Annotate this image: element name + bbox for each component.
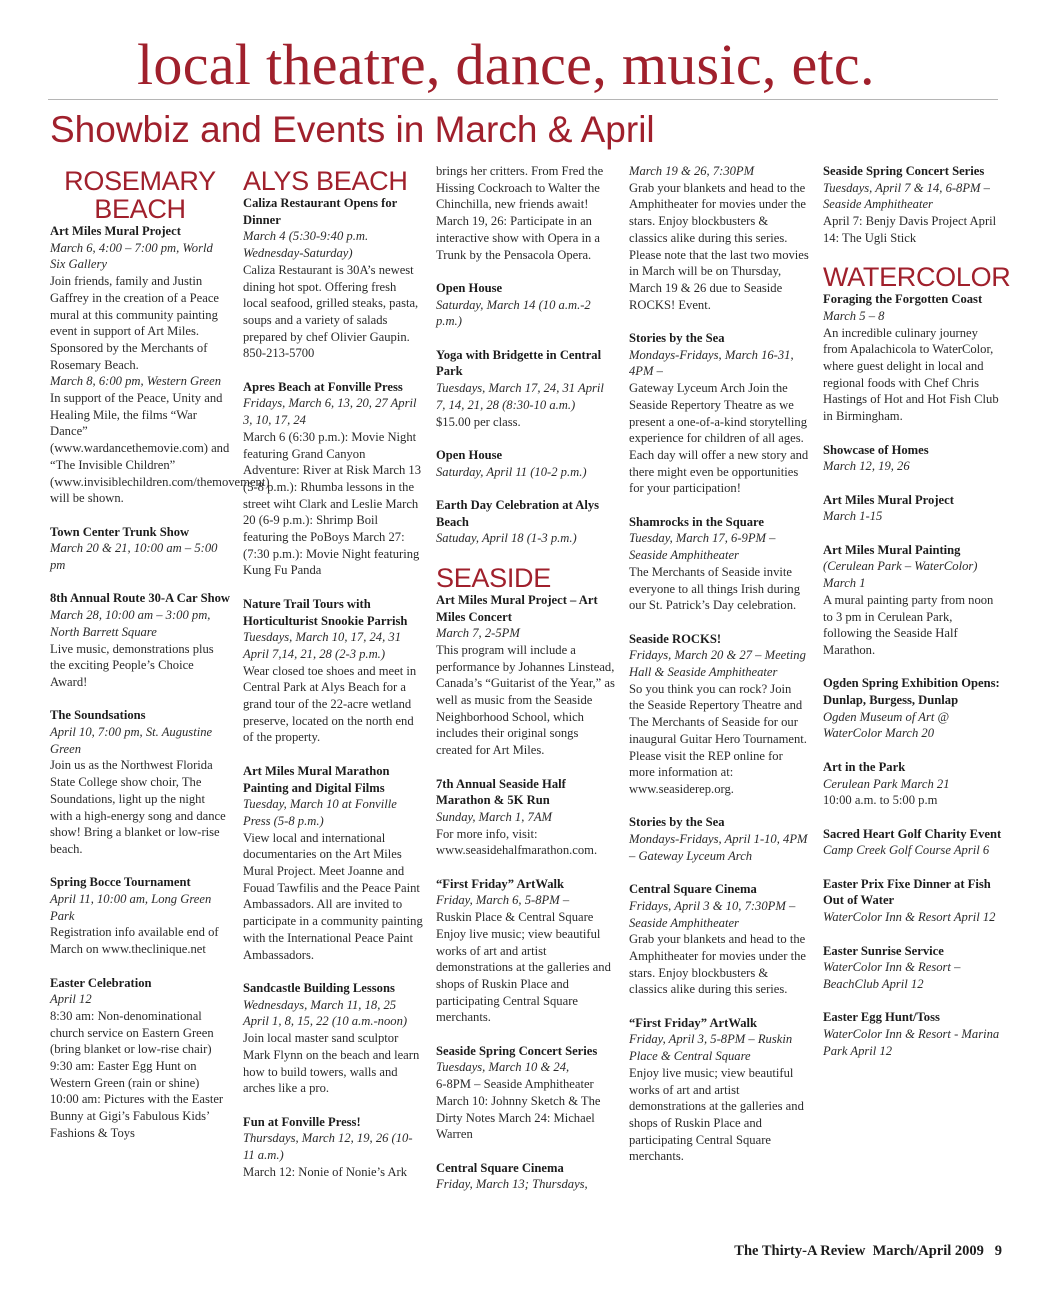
column-1 (50, 163, 270, 1142)
event-item (629, 631, 809, 798)
event-item (50, 524, 230, 574)
event-date: March 1-15 (823, 509, 883, 524)
event-title: Stories by the Sea (629, 815, 725, 830)
event-item (823, 442, 1003, 475)
event-title: Caliza Restaurant Opens for Dinner (243, 196, 398, 227)
event-item (243, 379, 423, 579)
event-title: Earth Day Celebration at Alys Beach (436, 498, 600, 529)
event-date: March 28, 10:00 am – 3:00 pm, North Barrett Square (50, 608, 211, 639)
event-description: View local and international documentaries on the Art Miles Mural Project. Meet Joanne and Fouad Tawfilis and the Peace Paint Ambassadors. All are invited to participate in a community painting with the International Peace Paint Ambassadors. (243, 830, 423, 962)
event-item (823, 163, 1003, 247)
event-date: Tuesdays, April 7 & 14, 6-8PM – Seaside Amphitheater (823, 180, 990, 212)
title-rule (48, 99, 998, 100)
event-title: Stories by the Sea (629, 331, 725, 346)
event-description: In support of the Peace, Unity and Healing Mile, the films “War Dance” (www.wardancethemovie.com) and “The Invisible Children” (www.invisiblechildren.com/themovement) will be shown. (50, 391, 270, 506)
event-item (629, 514, 809, 614)
event-description: This program will include a performance by Johannes Linstead, Canada’s “Guitarist of the Year,” as well as music from the Seaside Neighborhood School, which includes their original songs created for Art Miles. (436, 642, 615, 758)
event-item (629, 881, 809, 998)
event-item (243, 980, 423, 1097)
event-description: 10:00 a.m. to 5:00 p.m (823, 793, 938, 808)
event-description: $15.00 per class. (436, 414, 521, 429)
event-date: Cerulean Park March 21 (823, 776, 950, 791)
event-description: Join us as the Northwest Florida State College show choir, The Soundations, light up the night with a high-energy song and dance show! Bring a blanket or low-rise beach. (50, 758, 226, 856)
event-title: Spring Bocce Tournament (50, 875, 191, 890)
event-description: Grab your blankets and head to the Amphitheater for movies under the stars. Enjoy blockbusters & classics alike during this series. Please note that the last two movies in March will be on Thursday, March 19 & 26 due to Seaside ROCKS! Event. (629, 180, 809, 312)
event-item (823, 542, 1003, 659)
event-item (823, 492, 1003, 525)
event-item (436, 876, 616, 1026)
event-date: Sunday, March 1, 7AM (436, 809, 553, 824)
event-item (436, 497, 616, 547)
event-title: Apres Beach at Fonville Press (243, 379, 403, 394)
event-title: Art Miles Mural Marathon Painting and Digital Films (243, 763, 390, 795)
event-date: Wednesdays, March 11, 18, 25 April 1, 8, 15, 22 (10 a.m.-noon) (243, 997, 408, 1029)
event-date: March 6, 4:00 – 7:00 pm, World Six Gallery (50, 240, 213, 272)
event-title: Sandcastle Building Lessons (243, 980, 395, 995)
event-date: April 11, 10:00 am, Long Green Park (50, 892, 212, 923)
event-title: Sacred Heart Golf Charity Event (823, 826, 1002, 841)
event-date: March 20 & 21, 10:00 am – 5:00 pm (50, 541, 218, 573)
event-description: The Merchants of Seaside invite everyone to all things Irish during our St. Patrick’s Day celebration. (629, 564, 801, 613)
event-title: Nature Trail Tours with Horticulturist Snookie Parrish (243, 596, 408, 628)
event-description: Ruskin Place & Central Square Enjoy live music; view beautiful works of art and artist demonstrations at the galleries and shops of Ruskin Place and participating Central Square merchants. (436, 910, 611, 1025)
event-item (243, 596, 423, 746)
event-title: Foraging the Forgotten Coast (823, 292, 983, 307)
event-item (436, 280, 616, 330)
event-title: Easter Egg Hunt/Toss (823, 1010, 940, 1025)
event-date: March 5 – 8 (823, 308, 885, 323)
event-item (629, 1015, 809, 1165)
event-date: Satuday, April 18 (1-3 p.m.) (436, 531, 577, 546)
event-title: Seaside Spring Concert Series (823, 164, 985, 178)
footer-issue: March/April 2009 (872, 1243, 984, 1259)
section-heading: SEASIDE (436, 562, 551, 593)
column-4 (629, 163, 809, 1165)
event-title: Art in the Park (823, 759, 906, 774)
event-date: Fridays, March 6, 13, 20, 27 April 3, 10, 17, 24 (243, 396, 417, 428)
event-title: Seaside ROCKS! (629, 631, 722, 646)
event-item (50, 975, 230, 1142)
event-title: Easter Sunrise Service (823, 943, 944, 958)
event-date: Tuesday, March 10 at Fonville Press (5-8 p.m.) (243, 797, 397, 828)
page-footer (734, 1243, 1002, 1260)
event-item (629, 163, 809, 313)
event-title: Art Miles Mural Project (823, 492, 954, 507)
event-item (823, 943, 1003, 993)
event-date: Fridays, March 20 & 27 – Meeting Hall & Seaside Amphitheater (629, 648, 806, 680)
event-date: March 7, 2-5PM (436, 626, 520, 641)
event-item (436, 592, 616, 759)
event-item (436, 776, 616, 860)
event-item (629, 814, 809, 864)
event-item (823, 1009, 1003, 1059)
event-date: March 4 (5:30-9:40 p.m. Wednesday-Saturday) (243, 229, 369, 261)
event-date: Fridays, April 3 & 10, 7:30PM – Seaside Amphitheater (629, 898, 796, 930)
event-date: March 8, 6:00 pm, Western Green (50, 374, 222, 389)
section-heading: ROSEMARY BEACH (64, 166, 216, 224)
event-item (436, 1160, 616, 1193)
event-item (243, 763, 423, 963)
event-description: 8:30 am: Non-denominational church service on Eastern Green (bring blanket or low-rise chair) 9:30 am: Easter Egg Hunt on Western Green (rain or shine) 10:00 am: Pictures with the Easter Bunny at Gigi’s Fabulous Kids’ Fashions & Toys (50, 1008, 224, 1140)
event-item (50, 223, 270, 507)
footer-page-number: 9 (994, 1243, 1002, 1259)
event-title: Open House (436, 447, 503, 462)
event-date: WaterColor Inn & Resort - Marina Park April 12 (823, 1027, 1000, 1058)
event-description: Caliza Restaurant is 30A’s newest dining hot spot. Offering fresh local seafood, grilled steaks, pasta, soups and a variety of salads prepared by chef Olivier Gaupin. 850-213-5700 (243, 262, 419, 361)
event-title: Seaside Spring Concert Series (436, 1043, 598, 1058)
event-title: Easter Celebration (50, 975, 152, 990)
event-date: March 19 & 26, 7:30PM (629, 164, 755, 178)
event-item (50, 590, 230, 690)
event-description: An incredible culinary journey from Apalachicola to WaterColor, where guest delight in local and regional foods with Chef Chris Hastings of Hot and Hot Fish Club in Birmingham. (823, 325, 999, 424)
event-description: Registration info available end of March on www.theclinique.net (50, 925, 219, 957)
event-item (823, 291, 1003, 425)
event-date: Ogden Museum of Art @ WaterColor March 20 (823, 709, 950, 741)
section-heading: WATERCOLOR (823, 262, 1011, 293)
event-description: Join local master sand sculptor Mark Flynn on the beach and learn how to build towers, walls and arches like a pro. (243, 1031, 420, 1096)
event-item (823, 759, 1003, 809)
event-description: Wear closed toe shoes and meet in Central Park at Alys Beach for a grand tour of the 22-acre wetland preserve, located on the north end of the property. (243, 663, 417, 745)
event-title: Open House (436, 280, 503, 295)
event-date: Saturday, March 14 (10 a.m.-2 p.m.) (436, 297, 591, 329)
event-description: Join friends, family and Justin Gaffrey in the creation of a Peace mural at this community painting event in support of Art Miles. Sponsored by the Merchants of Rosemary Beach. (50, 274, 219, 372)
event-date: March 12, 19, 26 (823, 459, 910, 474)
event-title: Fun at Fonville Press! (243, 1114, 361, 1129)
event-description: For more info, visit: www.seasidehalfmarathon.com. (436, 826, 598, 858)
event-date: Tuesday, March 17, 6-9PM – Seaside Amphitheater (629, 531, 776, 563)
column-5 (823, 163, 1011, 1059)
event-date: WaterColor Inn & Resort April 12 (823, 910, 996, 925)
section-heading: ALYS BEACH (243, 166, 408, 196)
event-title: “First Friday” ArtWalk (436, 876, 565, 891)
event-description: Enjoy live music; view beautiful works of art and artist demonstrations at the galleries and shops of Ruskin Place and participating Central Square merchants. (629, 1065, 804, 1164)
event-title: Shamrocks in the Square (629, 514, 764, 529)
event-description: Grab your blankets and head to the Amphitheater for movies under the stars. Enjoy blockbusters & classics alike during this series. (629, 932, 806, 997)
event-date: Friday, March 6, 5-8PM – (436, 893, 570, 908)
event-description: March 6 (6:30 p.m.): Movie Night featuring Grand Canyon Adventure: River at Risk March 13 (5-8 p.m.): Rhumba lessons in the street wiht Clark and Leslie March 20 (6-9 p.m.): Shrimp Boil featuring the PoBoys March 27: (7:30 p.m.): Movie Night featuring Kung Fu Panda (243, 429, 422, 578)
event-title: Art Miles Mural Painting (823, 542, 961, 557)
event-title: Central Square Cinema (436, 1160, 564, 1175)
event-title: 7th Annual Seaside Half Marathon & 5K Run (436, 776, 566, 808)
event-title: Ogden Spring Exhibition Opens: Dunlap, Burgess, Dunlap (823, 676, 1000, 708)
event-description: So you think you can rock? Join the Seaside Repertory Theatre and The Merchants of Seaside for our inaugural Guitar Hero Tournament. Please visit the REP online for more information at: www.seasiderep.org. (629, 681, 807, 796)
event-date: Mondays-Fridays, April 1-10, 4PM – Gateway Lyceum Arch (629, 832, 808, 863)
event-date: Camp Creek Golf Course April 6 (823, 843, 990, 858)
event-date: (Cerulean Park – WaterColor) March 1 (823, 559, 978, 591)
event-title: Town Center Trunk Show (50, 524, 190, 539)
event-description: brings her critters. From Fred the Hissing Cockroach to Walter the Chinchilla, new friends await! March 19, 26: Participate in an interactive show with Opera in a Trunk by the Pensacola Opera. (436, 164, 604, 262)
event-title: Art Miles Mural Project (50, 224, 181, 238)
event-title: Art Miles Mural Project – Art Miles Concert (436, 592, 598, 624)
event-date: Friday, March 13; Thursdays, (436, 1177, 588, 1192)
event-description: Gateway Lyceum Arch Join the Seaside Repertory Theatre as we present a one-of-a-kind storytelling experience for children of all ages. Each day will offer a new story and there might even be opportunities for your participation! (629, 381, 809, 496)
event-date: WaterColor Inn & Resort – BeachClub April 12 (823, 960, 961, 991)
event-item (823, 876, 1003, 926)
event-item (436, 163, 616, 263)
event-item (436, 347, 616, 431)
column-3 (436, 163, 616, 1193)
footer-publication: The Thirty-A Review (734, 1243, 866, 1259)
event-title: “First Friday” ArtWalk (629, 1015, 758, 1030)
event-item (629, 330, 809, 497)
event-item (436, 1043, 616, 1143)
event-date: April 12 (50, 992, 92, 1007)
event-date: April 10, 7:00 pm, St. Augustine Green (50, 725, 213, 756)
event-date: Thursdays, March 12, 19, 26 (10-11 a.m.) (243, 1131, 413, 1162)
event-description: 6-8PM – Seaside Amphitheater March 10: Johnny Sketch & The Dirty Notes March 24: Michael Warren (436, 1077, 601, 1142)
page-title: local theatre, dance, music, etc. (137, 32, 875, 97)
event-item (243, 1114, 423, 1181)
event-item (50, 707, 230, 857)
event-item (243, 195, 423, 362)
event-date: Tuesdays, March 17, 24, 31 April 7, 14, 21, 28 (8:30-10 a.m.) (436, 381, 604, 412)
event-date: Tuesdays, March 10 & 24, (436, 1060, 570, 1075)
event-date: Saturday, April 11 (10-2 p.m.) (436, 464, 587, 479)
event-title: Central Square Cinema (629, 882, 757, 897)
event-title: Showcase of Homes (823, 442, 929, 457)
event-date: Tuesdays, March 10, 17, 24, 31 April 7,14, 21, 28 (2-3 p.m.) (243, 630, 401, 661)
event-item (823, 826, 1003, 859)
event-description: Live music, demonstrations plus the exciting People’s Choice Award! (50, 641, 214, 689)
event-description: April 7: Benjy Davis Project April 14: The Ugli Stick (823, 214, 997, 245)
page-subtitle: Showbiz and Events in March & April (50, 109, 655, 150)
event-date: Friday, April 3, 5-8PM – Ruskin Place & Central Square (629, 1032, 793, 1064)
event-item (436, 447, 616, 480)
event-title: The Soundsations (50, 708, 146, 723)
column-2 (243, 163, 423, 1180)
event-title: Easter Prix Fixe Dinner at Fish Out of Water (823, 876, 991, 908)
event-title: 8th Annual Route 30-A Car Show (50, 591, 230, 606)
event-description: March 12: Nonie of Nonie’s Ark (243, 1164, 408, 1179)
event-title: Yoga with Bridgette in Central Park (436, 347, 602, 379)
event-description: A mural painting party from noon to 3 pm in Cerulean Park, following the Seaside Half Marathon. (823, 592, 994, 657)
event-item (823, 675, 1003, 742)
event-date: Mondays-Fridays, March 16-31, 4PM – (629, 347, 794, 379)
event-item (50, 874, 230, 958)
